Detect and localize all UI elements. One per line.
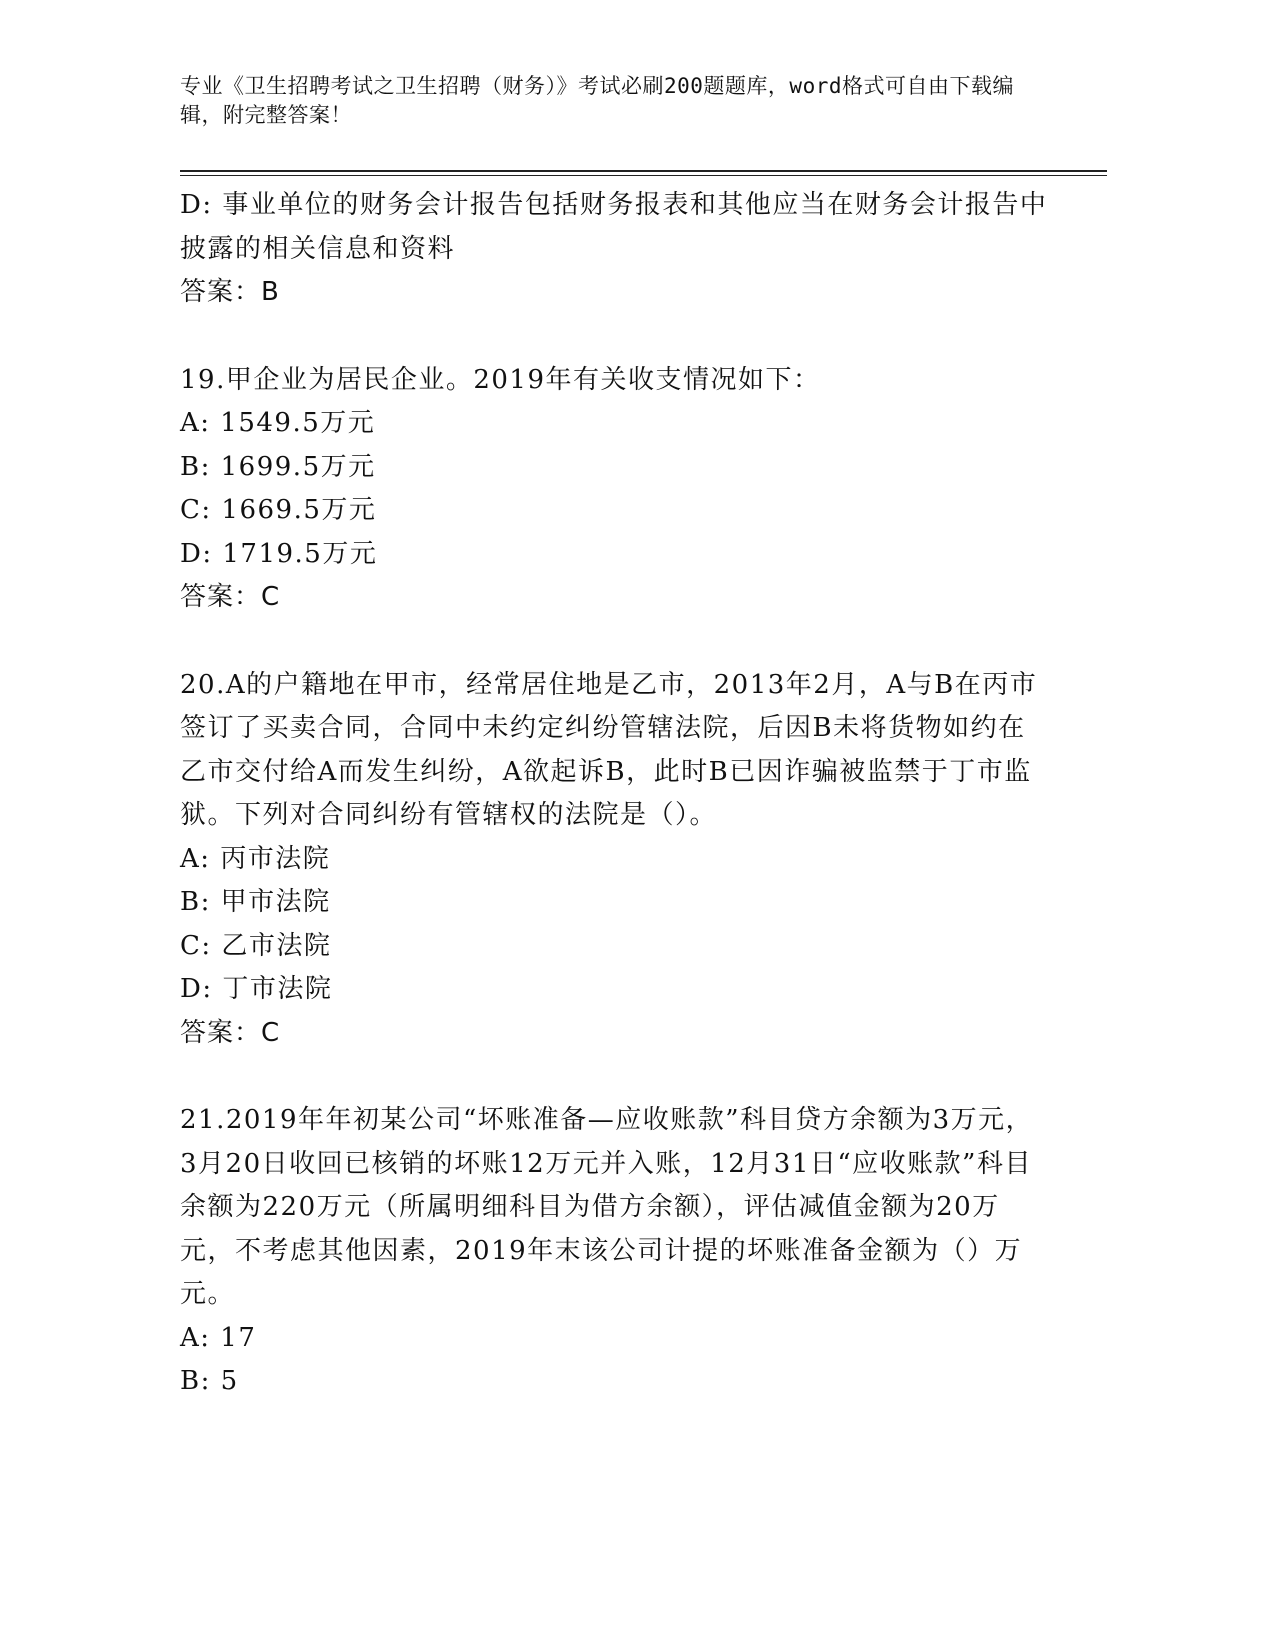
header-rule-thick [180,170,1107,172]
spacer [180,620,1050,664]
q20-option-c: C: 乙市法院 [180,930,332,961]
q20-option-d: D: 丁市法院 [180,974,333,1004]
q21-stem: 21.2019年年初某公司“坏账准备—应收账款”科目贷方余额为3万元，3月20日收回已核销的坏账12万元并入账，12月31日“应收账款”科目余额为220万元（所属明细科目为借方余额），评估减值金额为20万元，不考虑其他因素，2019年末该公司计提的坏账准备金额为（）万元。 [180,1105,1034,1309]
question-content [180,184,1050,1404]
continued-option-d: D: 事业单位的财务会计报告包括财务报表和其他应当在财务会计报告中披露的相关信息和资料 [180,190,1048,264]
q20-stem: 20.A的户籍地在甲市，经常居住地是乙市，2013年2月，A与B在丙市签订了买卖合同，合同中未约定纠纷管辖法院，后因B未将货物如约在乙市交付给A而发生纠纷，A欲起诉B，此时B已因诈骗被监禁于丁市监狱。下列对合同纠纷有管辖权的法院是（）。 [180,669,1038,830]
page-header: 专业《卫生招聘考试之卫生招聘（财务）》考试必刷200题题库，word格式可自由下载编辑，附完整答案！ [180,74,1014,127]
spacer [180,1055,1050,1099]
q20-option-a: A: 丙市法院 [180,843,331,874]
q19-option-b: B: 1699.5万元 [180,451,376,482]
q21-option-a: A: 17 [180,1322,257,1353]
q20-answer: 答案：C [180,1017,281,1048]
q19-option-a: A: 1549.5万元 [180,408,376,438]
q19-option-c: C: 1669.5万元 [180,495,377,525]
header-rule-thin [180,175,1107,176]
continued-answer: 答案：B [180,277,280,307]
q21-option-b: B: 5 [180,1366,239,1396]
spacer [180,315,1050,359]
q19-answer: 答案：C [180,582,281,612]
q19-stem: 19.甲企业为居民企业。2019年有关收支情况如下： [180,364,821,395]
q20-option-b: B: 甲市法院 [180,887,331,917]
q19-option-d: D: 1719.5万元 [180,538,378,569]
